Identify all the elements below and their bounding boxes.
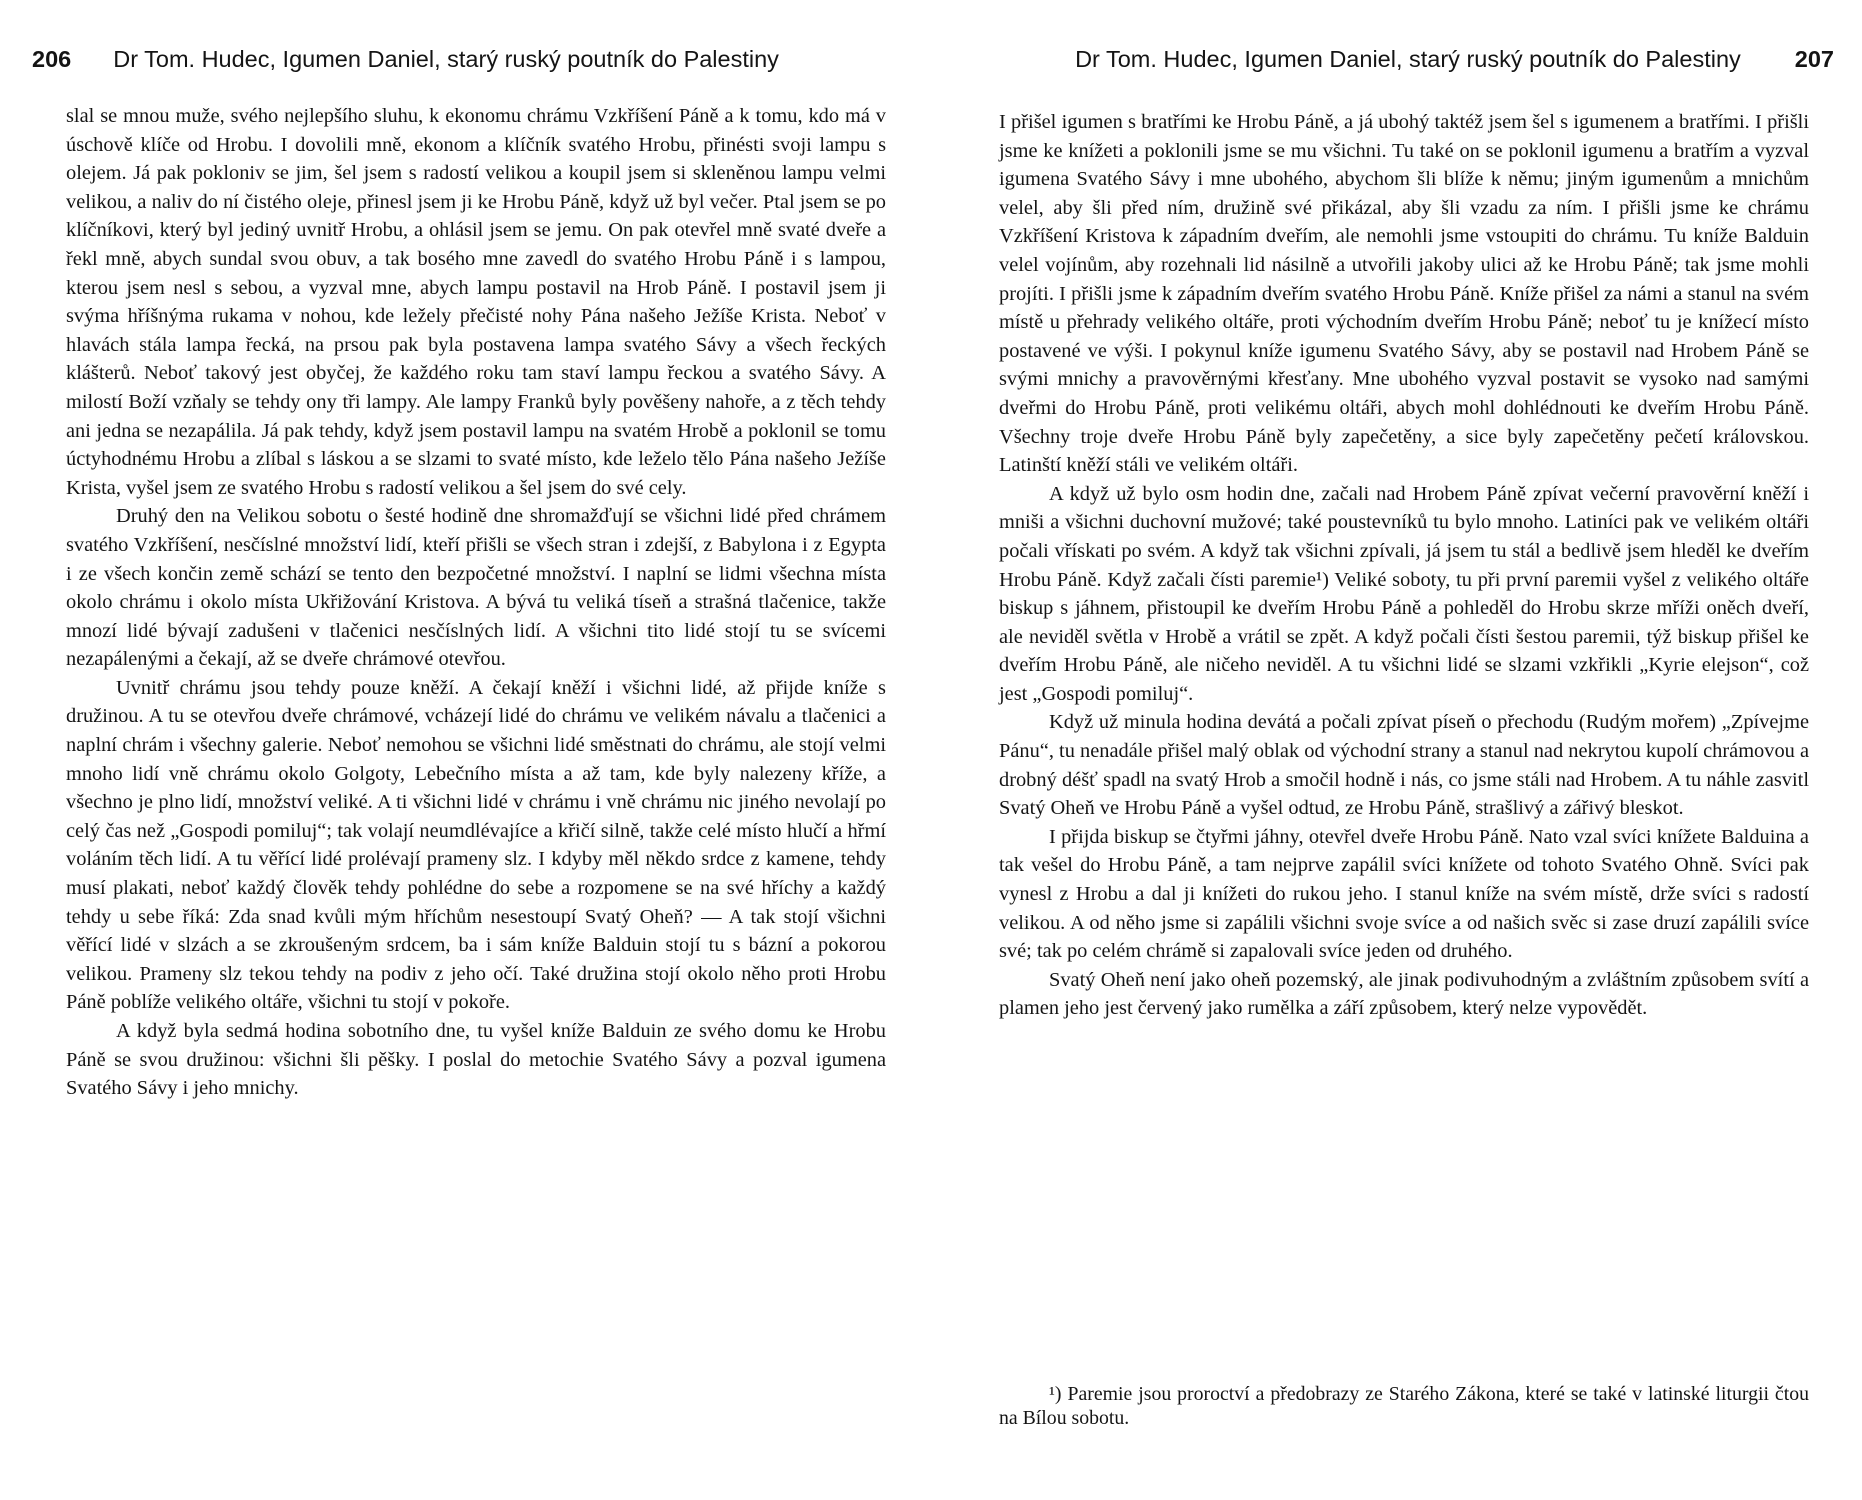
running-header-right <box>1074 44 1834 74</box>
paragraph: A když už bylo osm hodin dne, začali nad Hrobem Páně zpívat večerní pravověrní kněží i mniši a všichni duchovní mužové; také poustevníků tu bylo mnoho. Latiníci pak ve velikém oltáři počali vřískati po svém. A když tak všichni zpívali, já jsem tu stál a bedlivě jsem hleděl ke dveřím Hrobu Páně. Když začali čísti paremie¹) Veliké soboty, tu při první paremii vyšel z velikého oltáře biskup s jáhnem, přistoupil ke dveřím Hrobu Páně a pohleděl do Hrobu skrze mříži oněch dveří, ale neviděl světla v Hrobě a vrátil se zpět. A když počali čísti šestou paremii, týž biskup přišel ke dveřím Hrobu Páně, ale ničeho neviděl. A tu všichni lidé se slzami vzkřikli „Kyrie elejson“, což jest „Gospodi pomiluj“. <box>999 482 1809 705</box>
page-number-left: 206 <box>32 46 72 72</box>
paragraph: A když byla sedmá hodina sobotního dne, tu vyšel kníže Balduin ze svého domu ke Hrobu Páně se svou družinou: všichni šli pěšky. I poslal do metochie Svatého Sávy a pozval igumena Svatého Sávy i jeho mnichy. <box>66 1020 886 1100</box>
paragraph: Svatý Oheň není jako oheň pozemský, ale jinak podivuhodným a zvláštním způsobem svítí a plamen jeho jest červený jako rumělka a září způsobem, který nelze vypovědět. <box>999 968 1809 1020</box>
body-text-left <box>66 102 886 1103</box>
paragraph: Když už minula hodina devátá a počali zpívat píseň o přechodu (Rudým mořem) „Zpívejme Pánu“, tu nenadále přišel malý oblak od východní strany a stanul nad nekrytou kupolí chrámovou a drobný déšť spadl na svatý Hrob a smočil hodně i nás, co jsme stáli nad Hrobem. A tu náhle zasvitl Svatý Oheň ve Hrobu Páně a vyšel odtud, ze Hrobu Páně, strašlivý a zářivý bleskot. <box>999 711 1809 820</box>
body-text-right <box>999 108 1809 1023</box>
footnote-text: Paremie jsou proroctví a předobrazy ze Starého Zákona, které se také v latinské liturgii čtou na Bílou sobotu. <box>999 1383 1809 1429</box>
paragraph: slal se mnou muže, svého nejlepšího sluhu, k ekonomu chrámu Vzkříšení Páně a k tomu, kdo má v úschově klíče od Hrobu. I dovolili mně, ekonom a klíčník svatého Hrobu, přinésti svoji lampu s olejem. Já pak pokloniv se jim, šel jsem s radostí velikou a koupil jsem si skleněnou lampu velmi velikou, a naliv do ní čistého oleje, přinesl jsem ji ke Hrobu Páně, když už byl večer. Ptal jsem se po klíčníkovi, který byl jediný uvnitř Hrobu, a ohlásil jsem se jemu. On pak otevřel mně svaté dveře a řekl mně, abych sundal svou obuv, a tak bosého mne zavedl do svatého Hrobu Páně i s lampou, kterou jsem nesl s sebou, a vyzval mne, abych lampu postavil na Hrob Páně. I postavil jsem ji svýma hříšnýma rukama v nohou, kde ležely přečisté nohy Pána našeho Ježíše Krista. Neboť v hlavách stála lampa řecká, na prsou pak byla postavena lampa svatého Sávy a všech řeckých klášterů. Neboť takový jest obyčej, že každého roku tam staví lampu řeckou a svatého Sávy. A milostí Boží vzňaly se tehdy ony tři lampy. Ale lampy Franků byly pověšeny nahoře, a z těch tehdy ani jedna se nezapálila. Já pak tehdy, když jsem postavil lampu na svatém Hrobě a poklonil se tomu úctyhodnému Hrobu a zlíbal s láskou a se slzami to svaté místo, kde leželo tělo Pána našeho Ježíše Krista, vyšel jsem ze svatého Hrobu s radostí velikou a šel jsem do své cely. <box>66 105 886 499</box>
page-number-right: 207 <box>1794 46 1834 72</box>
paragraph: Uvnitř chrámu jsou tehdy pouze kněží. A čekají kněží i všichni lidé, až přijde kníže s družinou. A tu se otevřou dveře chrámové, vcházejí lidé do chrámu ve velikém návalu a tlačenici a naplní chrám i všechny galerie. Neboť nemohou se všichni lidé směstnati do chrámu, ale stojí velmi mnoho lidí vně chrámu okolo Golgoty, Lebečního místa a až tam, kde byly nalezeny kříže, a všechno je plno lidí, množství veliké. A ti všichni lidé v chrámu i vně chrámu nic jiného nevolají po celý čas než „Gospodi pomiluj“; tak volají neumdlévajíce a křičí silně, takže celé místo hlučí a hřmí voláním těch lidí. A tu věřící lidé prolévají prameny slz. I kdyby měl někdo srdce z kamene, tehdy musí plakati, neboť každý člověk tehdy pohlédne do sebe a rozpomene se na své hříchy a každý tehdy u sebe říká: Zda snad kvůli mým hříchům nesestoupí Svatý Oheň? — A tak stojí všichni věřící lidé v slzách a se zkroušeným srdcem, ba i sám kníže Balduin stojí tu s bázní a pokorou velikou. Prameny slz tekou tehdy na podiv z jeho očí. Také družina stojí okolo něho proti Hrobu Páně poblíže velikého oltáře, všichni tu stojí v pokoře. <box>66 676 886 1014</box>
running-header-left <box>32 44 892 74</box>
paragraph: I přišel igumen s bratřími ke Hrobu Páně, a já ubohý taktéž jsem šel s igumenem a bratřími. I přišli jsme ke knížeti a poklonili jsme se mu všichni. Tu také on se poklonil igumenu a bratřím a vyzval igumena Svatého Sávy i mne ubohého, abychom šli blíže k němu; jiným igumenům a mnichům velel, aby šli před ním, družině své přikázal, aby šli vzadu za ním. I přišli jsme ke chrámu Vzkříšení Kristova k západním dveřím, ale nemohli jsme vstoupiti do chrámu. Tu kníže Balduin velel vojínům, aby rozehnali lid násilně a utvořili jakoby ulici až ke Hrobu Páně; tak jsme mohli projíti. I přišli jsme k západním dveřím svatého Hrobu Páně. Kníže přišel za námi a stanul na svém místě u přehrady velikého oltáře, proti východním dveřím Hrobu Páně; neboť tu je knížecí místo postavené ve výši. I pokynul kníže igumenu Svatého Sávy, aby se postavil nad Hrobem Páně se svými mnichy a pravověrnými křesťany. Mne ubohého vyzval postavit se vysoko nad samými dveřmi do Hrobu Páně, proti velikému oltáři, abych mohl dohlédnouti ke dveřím Hrobu Páně. Všechny troje dveře Hrobu Páně byly zapečetěny, a sice byly zapečetěny pečetí královskou. Latinští kněží stáli ve velikém oltáři. <box>999 111 1809 477</box>
paragraph: I přijda biskup se čtyřmi jáhny, otevřel dveře Hrobu Páně. Nato vzal svíci knížete Balduina a tak vešel do Hrobu Páně, a tam nejprve zapálil svíci knížete od tohoto Svatého Ohně. Svíci pak vynesl z Hrobu a dal ji knížeti do rukou jeho. I stanul kníže na svém místě, drže svíci s radostí velikou. A od něho jsme si zapálili všichni svoje svíce a od našich svěc si zase druzí zapálili svíce své; tak po celém chrámě si zapalovali svíce jeden od druhého. <box>999 825 1809 963</box>
running-head-right: Dr Tom. Hudec, Igumen Daniel, starý ruský poutník do Palestiny <box>1075 46 1741 72</box>
running-head-left: Dr Tom. Hudec, Igumen Daniel, starý ruský poutník do Palestiny <box>113 46 779 72</box>
footnote-mark: ¹) <box>1049 1383 1062 1405</box>
right-page <box>931 0 1862 1500</box>
footnote <box>999 1382 1809 1430</box>
paragraph: Druhý den na Velikou sobotu o šesté hodině dne shromažďují se všichni lidé před chrámem svatého Vzkříšení, nesčíslné množství lidí, kteří přišli se všech stran i zdejší, z Babylona i z Egypta i ze všech končin země schází se tento den bezpočetné množství. I naplní se lidmi všechna místa okolo chrámu i okolo místa Ukřižování Kristova. A bývá tu veliká tíseň a strašná tlačenice, takže mnozí lidé bývají zadušeni v tlačenici nesčíslných lidí. A všichni tito lidé stojí tu se svícemi nezapálenými a čekají, až se dveře chrámové otevřou. <box>66 505 886 671</box>
